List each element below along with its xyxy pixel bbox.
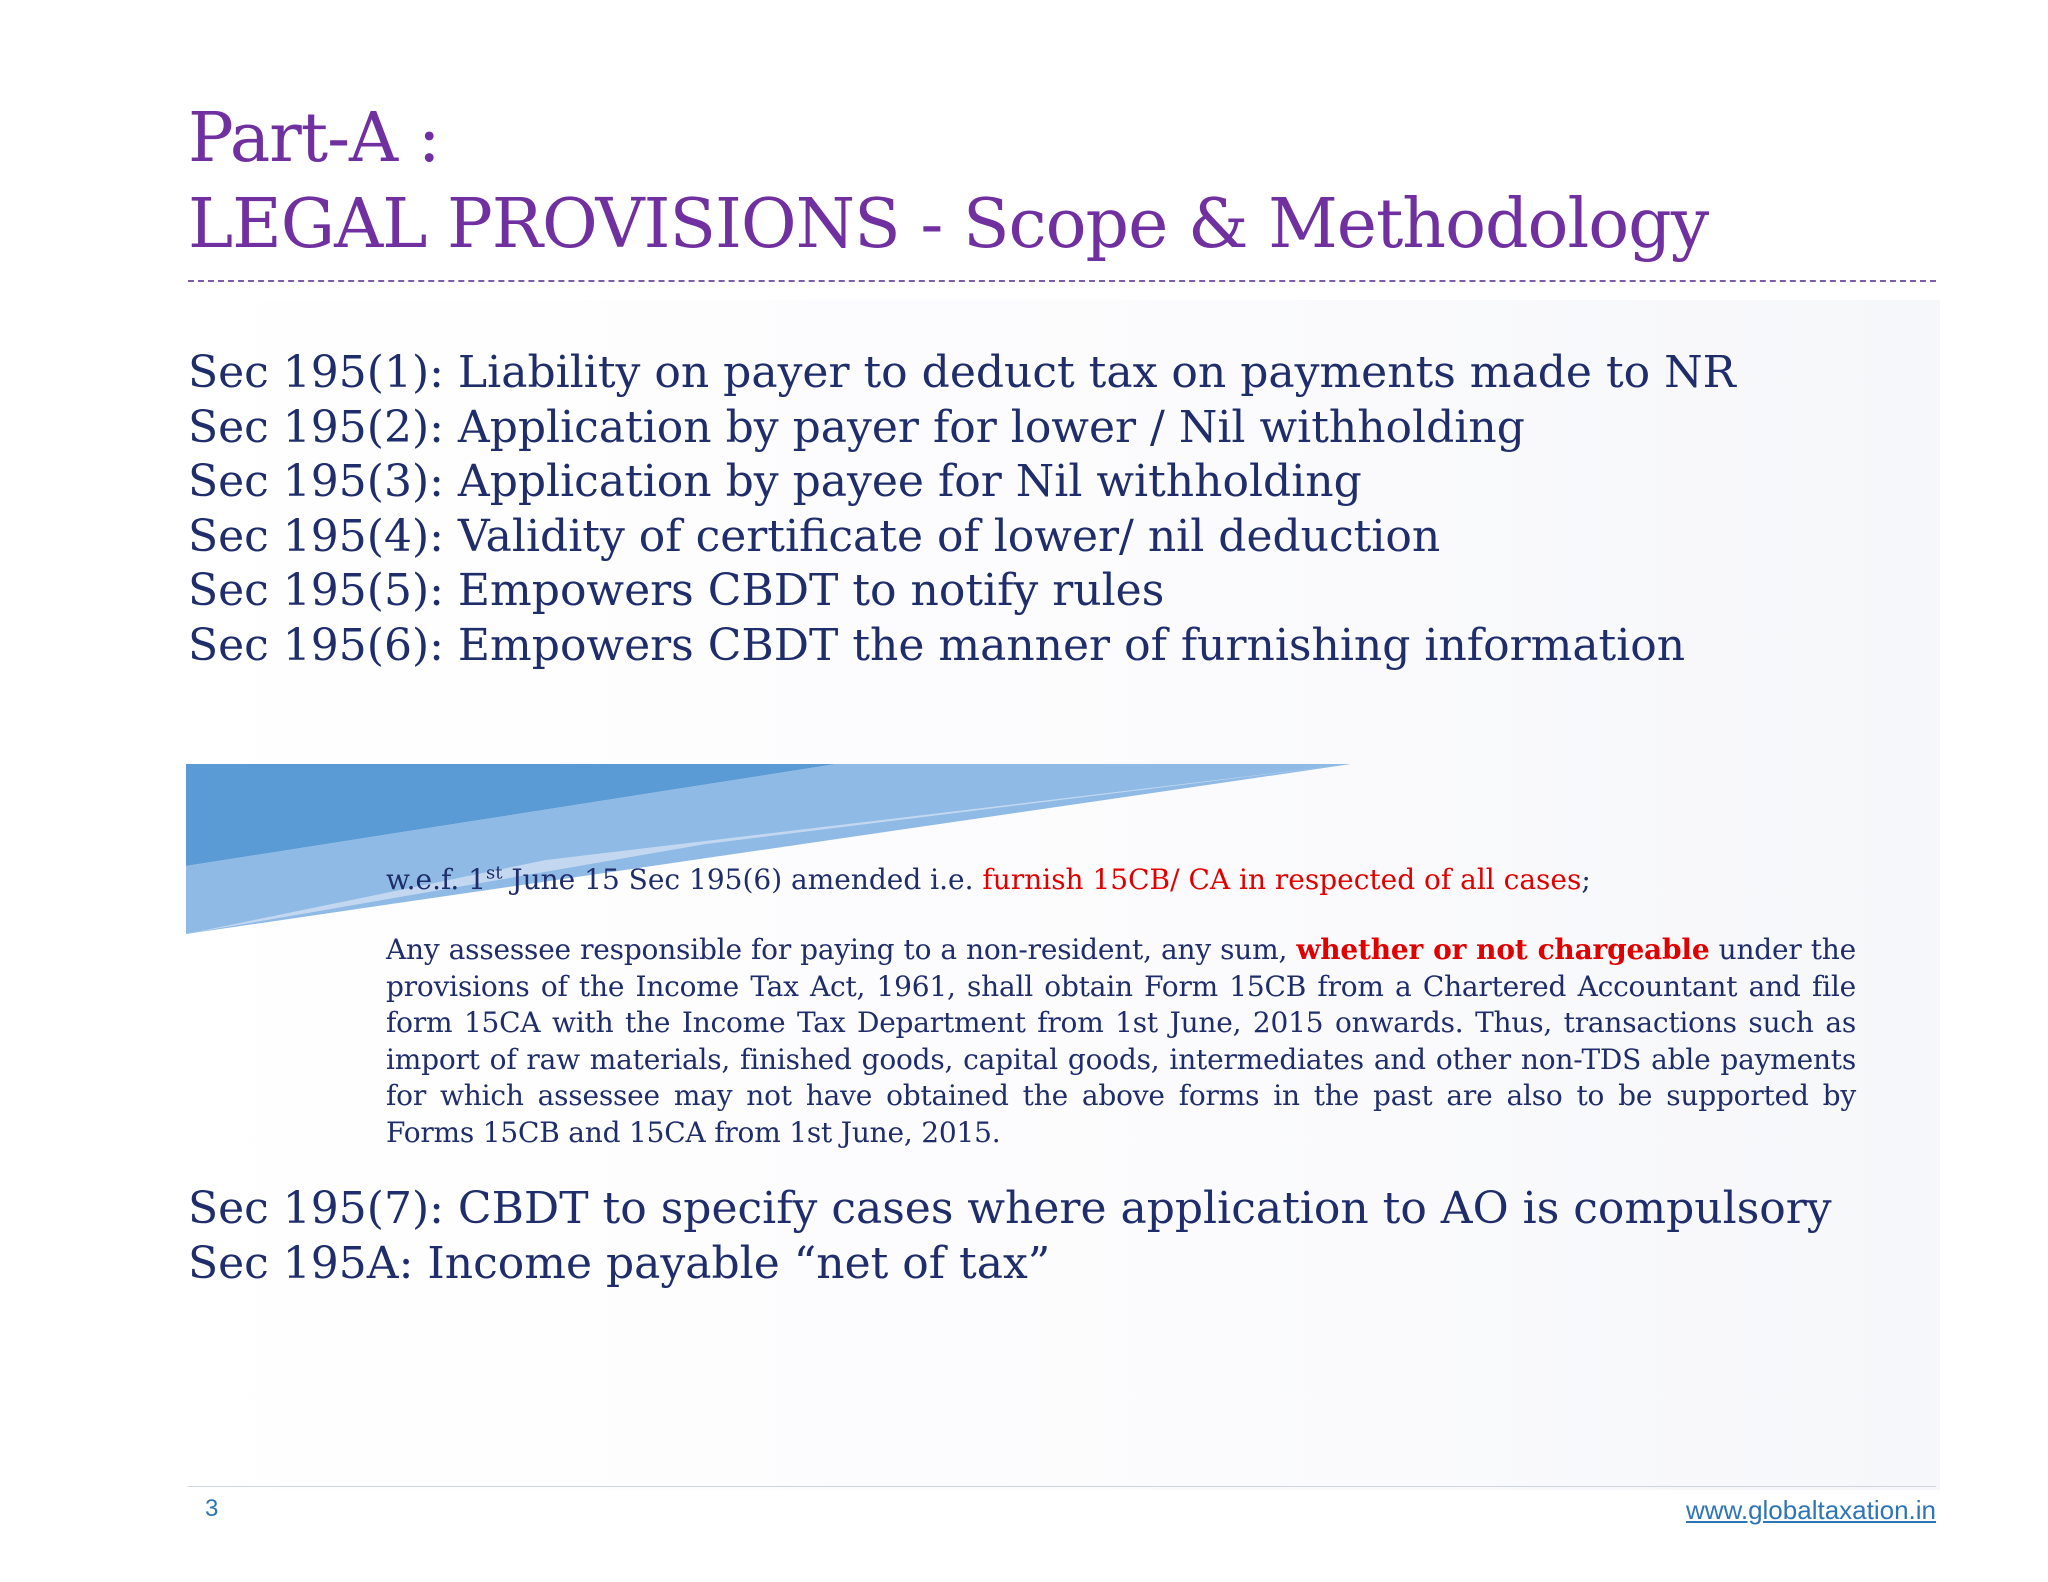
section-item: Sec 195(6): Empowers CBDT the manner of furnishing information [188, 619, 1686, 671]
section-item: Sec 195(4): Validity of certificate of lower/ nil deduction [188, 510, 1441, 562]
note-prefix: w.e.f. 1 [386, 863, 486, 896]
section-item: Sec 195A: Income payable “net of tax” [188, 1237, 1051, 1289]
section-list-continued [188, 1182, 1832, 1291]
section-list [188, 346, 1736, 673]
para-rest: under the provisions of the Income Tax Act, 1961, shall obtain Form 15CB from a Chartered Accountant and file form 15CA with the Income Tax Department from 1st June, 2015 onwards. Thus, transactions such as import of raw materials, finished goods, capital goods, intermediates and other non-TDS able payments for which assessee may not have obtained the above forms in the past are also to be supported by Forms 15CB and 15CA from 1st June, 2015. [386, 933, 1856, 1149]
amendment-paragraph [386, 932, 1856, 1151]
section-item: Sec 195(3): Application by payee for Nil withholding [188, 456, 1362, 507]
page-number: 3 [205, 1495, 219, 1522]
title-line-1: Part-A : [188, 99, 440, 178]
section-item: Sec 195(5): Empowers CBDT to notify rules [188, 565, 1165, 616]
para-emphasis: whether or not chargeable [1296, 933, 1710, 966]
title-divider [188, 280, 1936, 282]
website-link[interactable]: www.globaltaxation.in [1685, 1495, 1936, 1525]
footer-divider [188, 1486, 1936, 1487]
amendment-headline [386, 858, 1856, 902]
page-title [188, 96, 1708, 268]
note-highlight: furnish 15CB/ CA in respected of all cases [982, 863, 1582, 896]
section-item: Sec 195(2): Application by payer for lower / Nil withholding [188, 401, 1525, 453]
section-item: Sec 195(1): Liability on payer to deduct tax on payments made to NR [188, 347, 1736, 398]
title-line-2: LEGAL PROVISIONS - Scope & Methodology [188, 185, 1709, 264]
section-item: Sec 195(7): CBDT to specify cases where application to AO is compulsory [188, 1183, 1832, 1234]
note-superscript: st [486, 862, 503, 884]
note-suffix: ; [1581, 863, 1591, 896]
amendment-note [386, 858, 1856, 1151]
note-middle: June 15 Sec 195(6) amended i.e. [502, 863, 983, 896]
para-start: Any assessee responsible for paying to a non-resident, any sum, [386, 933, 1297, 966]
